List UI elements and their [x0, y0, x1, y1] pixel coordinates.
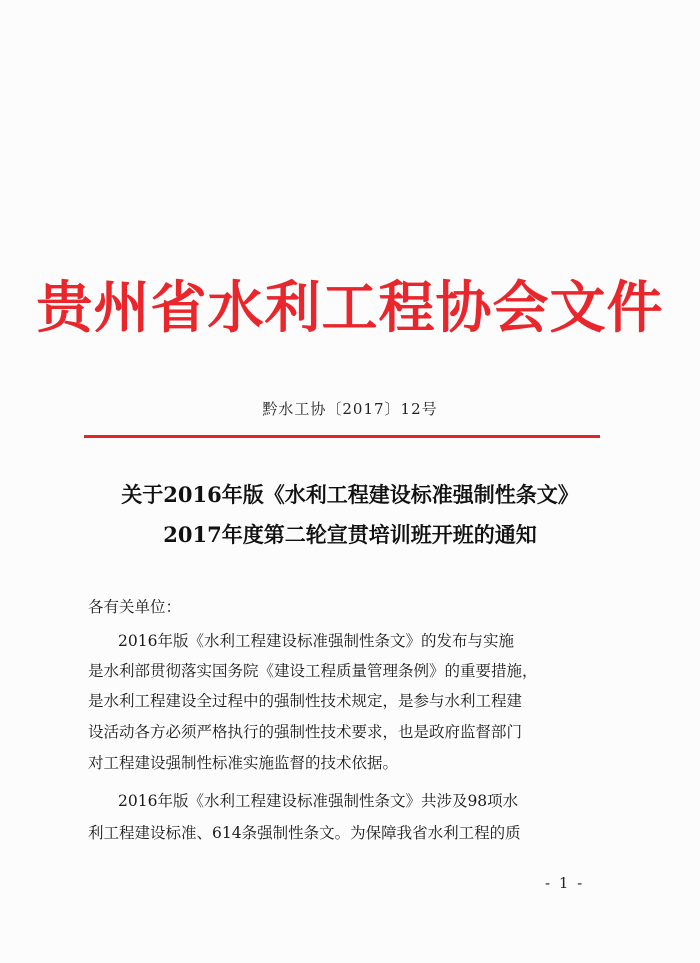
- body-line: 是水利工程建设全过程中的强制性技术规定，是参与水利工程建: [88, 692, 523, 710]
- notice-title-line-2: 2017年度第二轮宣贯培训班开班的通知: [163, 522, 537, 547]
- body-line: 2016年版《水利工程建设标准强制性条文》共涉及98项水: [118, 792, 519, 810]
- document-number: 黔水工协〔2017〕12号: [262, 400, 438, 418]
- salutation: 各有关单位：: [88, 598, 182, 616]
- page-number: - 1 -: [545, 874, 585, 892]
- body-line: 对工程建设强制性标准实施监督的技术依据。: [88, 754, 399, 772]
- body-line: 利工程建设标准、614条强制性条文。为保障我省水利工程的质: [88, 824, 521, 842]
- red-divider-line: [84, 435, 600, 438]
- body-line: 设活动各方必须严格执行的强制性技术要求，也是政府监督部门: [88, 723, 523, 741]
- body-line: 2016年版《水利工程建设标准强制性条文》的发布与实施: [118, 632, 514, 650]
- body-line: 是水利部贯彻落实国务院《建设工程质量管理条例》的重要措施，: [88, 662, 538, 680]
- notice-title-line-1: 关于2016年版《水利工程建设标准强制性条文》: [121, 482, 579, 507]
- org-header-title: 贵州省水利工程协会文件: [36, 275, 664, 341]
